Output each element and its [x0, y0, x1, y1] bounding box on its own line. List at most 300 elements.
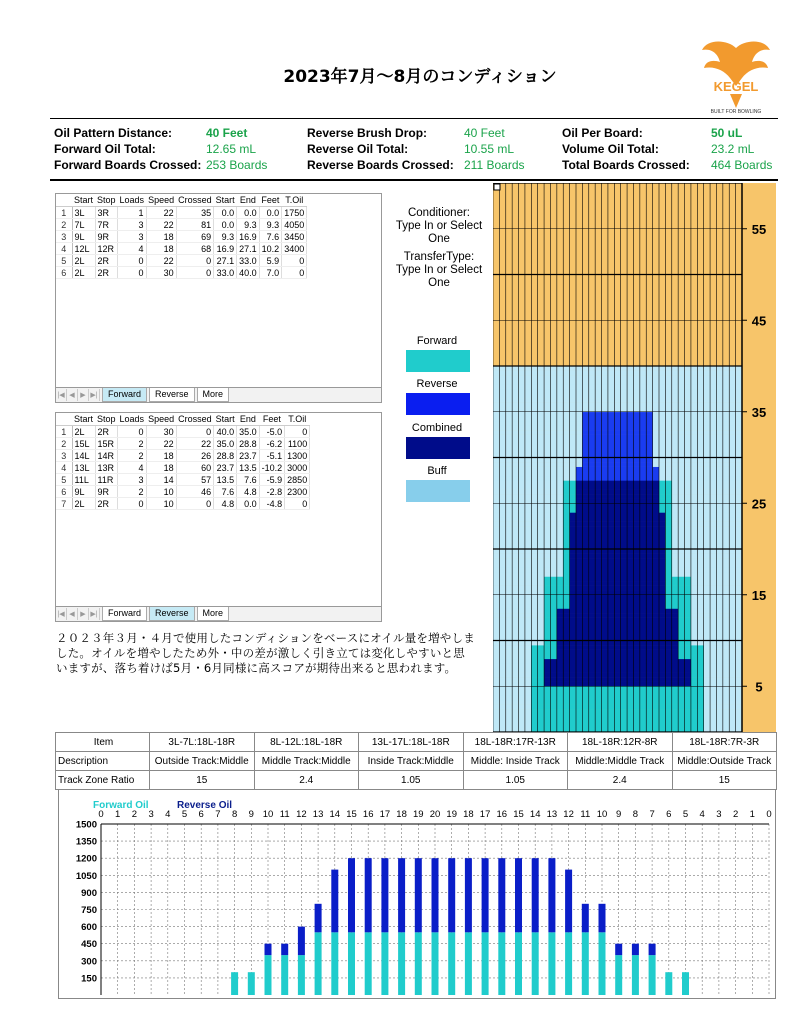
- heatmap-cell: [544, 499, 551, 504]
- heatmap-cell: [685, 499, 692, 504]
- table-cell[interactable]: 5: [56, 255, 72, 267]
- tab-more[interactable]: More: [197, 607, 230, 621]
- table-cell[interactable]: 0: [118, 426, 147, 438]
- heatmap-cell: [685, 695, 692, 700]
- heatmap-cell: [640, 723, 647, 728]
- heatmap-cell: [493, 531, 500, 536]
- table-cell[interactable]: 2L: [72, 255, 95, 267]
- next-sheet-icon[interactable]: ▶: [78, 608, 89, 620]
- table-cell[interactable]: 1: [56, 207, 72, 219]
- heatmap-cell: [563, 714, 570, 719]
- table-cell[interactable]: 35: [176, 207, 214, 219]
- table-cell[interactable]: 30: [146, 426, 176, 438]
- table-cell[interactable]: 2R: [95, 255, 118, 267]
- heatmap-cell: [685, 412, 692, 417]
- heatmap-cell: [710, 595, 717, 600]
- heatmap-cell: [550, 439, 557, 444]
- heatmap-cell: [723, 375, 730, 380]
- table-cell[interactable]: 14R: [95, 450, 118, 462]
- heatmap-cell: [550, 398, 557, 403]
- last-sheet-icon[interactable]: ▶|: [89, 389, 100, 401]
- heatmap-cell: [538, 677, 545, 682]
- heatmap-cell: [589, 705, 596, 710]
- conditioner-label: Conditioner:: [407, 207, 470, 219]
- tab-reverse[interactable]: Reverse: [149, 388, 195, 402]
- table-cell[interactable]: 23.7: [214, 462, 237, 474]
- table-cell[interactable]: 0.0: [237, 207, 260, 219]
- heatmap-cell: [589, 627, 596, 632]
- table-cell[interactable]: 26: [176, 450, 214, 462]
- heatmap-cell: [723, 668, 730, 673]
- table-cell[interactable]: 13.5: [237, 462, 260, 474]
- table-cell[interactable]: 6: [56, 486, 72, 498]
- table-cell[interactable]: 9.3: [237, 219, 260, 231]
- bar-reverse: [298, 927, 305, 956]
- tab-reverse[interactable]: Reverse: [149, 607, 195, 621]
- table-cell[interactable]: 4.8: [214, 498, 237, 510]
- table-cell[interactable]: 0: [176, 426, 214, 438]
- heatmap-cell: [710, 586, 717, 591]
- heatmap-cell: [570, 448, 577, 453]
- prev-sheet-icon[interactable]: ◀: [67, 389, 78, 401]
- table-cell[interactable]: 16.9: [214, 243, 237, 255]
- heatmap-cell: [512, 572, 519, 577]
- heatmap-cell: [659, 393, 666, 398]
- table-cell[interactable]: 69: [176, 231, 214, 243]
- table-cell[interactable]: 7.6: [259, 231, 282, 243]
- heatmap-cell: [627, 540, 634, 545]
- table-cell[interactable]: 5: [56, 474, 72, 486]
- first-sheet-icon[interactable]: |◀: [56, 608, 67, 620]
- heatmap-cell: [582, 467, 589, 472]
- heatmap-cell: [614, 631, 621, 636]
- table-cell[interactable]: 81: [176, 219, 214, 231]
- heatmap-cell: [519, 535, 526, 540]
- heatmap-cell: [633, 576, 640, 581]
- heatmap-cell: [525, 576, 532, 581]
- table-cell[interactable]: 18: [146, 450, 176, 462]
- table-cell[interactable]: -10.2: [259, 462, 285, 474]
- heatmap-cell: [614, 389, 621, 394]
- heatmap-cell: [525, 421, 532, 426]
- table-cell[interactable]: 18: [146, 243, 176, 255]
- heatmap-cell: [685, 531, 692, 536]
- column-header: End: [237, 413, 260, 426]
- table-cell[interactable]: 11R: [95, 474, 118, 486]
- table-cell[interactable]: 3L: [72, 207, 95, 219]
- heatmap-cell: [589, 709, 596, 714]
- table-cell[interactable]: 0.0: [214, 219, 237, 231]
- table-cell[interactable]: 14L: [72, 450, 95, 462]
- table-cell[interactable]: 7: [56, 498, 72, 510]
- heatmap-cell: [493, 554, 500, 559]
- bar-x-tick-label: 6: [666, 809, 672, 820]
- heatmap-cell: [563, 549, 570, 554]
- table-cell[interactable]: 9R: [95, 486, 118, 498]
- table-cell[interactable]: 0.0: [237, 498, 260, 510]
- heatmap-cell: [589, 398, 596, 403]
- heatmap-cell: [570, 508, 577, 513]
- table-cell[interactable]: 7.6: [214, 486, 237, 498]
- heatmap-cell: [729, 531, 736, 536]
- heatmap-cell: [659, 398, 666, 403]
- heatmap-cell: [570, 668, 577, 673]
- table-cell[interactable]: 2: [118, 486, 147, 498]
- heatmap-corner-handle[interactable]: [494, 184, 500, 190]
- table-cell[interactable]: 68: [176, 243, 214, 255]
- table-cell[interactable]: 3450: [282, 231, 307, 243]
- heatmap-cell: [614, 608, 621, 613]
- table-cell[interactable]: 7L: [72, 219, 95, 231]
- table-cell[interactable]: -6.2: [259, 438, 285, 450]
- heatmap-cell: [544, 366, 551, 371]
- table-cell[interactable]: 40.0: [237, 267, 260, 279]
- heatmap-cell: [621, 412, 628, 417]
- heatmap-cell: [691, 686, 698, 691]
- heatmap-cell: [665, 512, 672, 517]
- heatmap-cell: [512, 613, 519, 618]
- table-cell[interactable]: 2850: [285, 474, 310, 486]
- table-cell[interactable]: 2: [118, 438, 147, 450]
- heatmap-cell: [627, 535, 634, 540]
- bar-forward: [265, 955, 272, 995]
- heatmap-cell: [640, 563, 647, 568]
- table-cell[interactable]: 33.0: [214, 267, 237, 279]
- table-cell[interactable]: 3: [118, 474, 147, 486]
- heatmap-cell: [627, 581, 634, 586]
- heatmap-cell: [525, 526, 532, 531]
- heatmap-cell: [640, 631, 647, 636]
- table-cell[interactable]: 28.8: [214, 450, 237, 462]
- table-cell[interactable]: 2: [56, 219, 72, 231]
- heatmap-cell: [729, 384, 736, 389]
- heatmap-cell: [621, 659, 628, 664]
- table-cell[interactable]: 9.3: [214, 231, 237, 243]
- table-cell[interactable]: 4: [56, 462, 72, 474]
- heatmap-cell: [633, 668, 640, 673]
- heatmap-cell: [582, 421, 589, 426]
- table-cell[interactable]: 6: [56, 267, 72, 279]
- table-cell[interactable]: -2.8: [259, 486, 285, 498]
- heatmap-cell: [716, 407, 723, 412]
- heatmap-cell: [614, 618, 621, 623]
- heatmap-cell: [627, 654, 634, 659]
- heatmap-cell: [691, 700, 698, 705]
- heatmap-cell: [595, 448, 602, 453]
- heatmap-cell: [519, 393, 526, 398]
- table-cell[interactable]: 16.9: [237, 231, 260, 243]
- heatmap-cell: [602, 526, 609, 531]
- zone-cell-item: 18L-18R:7R-3R: [672, 733, 777, 752]
- heatmap-cell: [659, 485, 666, 490]
- table-cell[interactable]: -5.9: [259, 474, 285, 486]
- table-cell[interactable]: 46: [176, 486, 214, 498]
- heatmap-cell: [704, 425, 711, 430]
- heatmap-cell: [550, 581, 557, 586]
- heatmap-cell: [506, 627, 513, 632]
- table-cell[interactable]: 0: [118, 267, 147, 279]
- table-cell[interactable]: 10: [146, 498, 176, 510]
- table-cell[interactable]: 3: [118, 231, 147, 243]
- heatmap-cell: [659, 567, 666, 572]
- table-cell[interactable]: 14: [146, 474, 176, 486]
- heatmap-cell: [646, 558, 653, 563]
- heatmap-cell: [633, 714, 640, 719]
- heatmap-cell: [602, 682, 609, 687]
- tab-forward[interactable]: Forward: [102, 388, 147, 402]
- table-cell[interactable]: 60: [176, 462, 214, 474]
- table-cell[interactable]: 2L: [72, 498, 95, 510]
- heatmap-cell: [544, 645, 551, 650]
- last-sheet-icon[interactable]: ▶|: [89, 608, 100, 620]
- heatmap-cell: [576, 673, 583, 678]
- heatmap-cell: [672, 682, 679, 687]
- table-cell[interactable]: 9L: [72, 486, 95, 498]
- heatmap-cell: [723, 430, 730, 435]
- heatmap-cell: [691, 650, 698, 655]
- heatmap-cell: [519, 467, 526, 472]
- table-cell[interactable]: 0: [176, 255, 214, 267]
- heatmap-cell: [672, 604, 679, 609]
- heatmap-cell: [576, 659, 583, 664]
- table-cell[interactable]: -4.8: [259, 498, 285, 510]
- heatmap-cell: [525, 622, 532, 627]
- heatmap-cell: [531, 540, 538, 545]
- heatmap-cell: [665, 599, 672, 604]
- heatmap-cell: [665, 705, 672, 710]
- table-cell[interactable]: 1: [118, 207, 147, 219]
- heatmap-cell: [633, 618, 640, 623]
- heatmap-cell: [602, 700, 609, 705]
- table-cell[interactable]: 1300: [285, 450, 310, 462]
- table-cell[interactable]: 7.6: [237, 474, 260, 486]
- table-cell[interactable]: 35.0: [237, 426, 260, 438]
- heatmap-cell: [710, 494, 717, 499]
- table-cell[interactable]: 4.8: [237, 486, 260, 498]
- table-cell[interactable]: 13R: [95, 462, 118, 474]
- heatmap-cell: [710, 490, 717, 495]
- conditioner-value[interactable]: Type In or Select One: [395, 220, 483, 245]
- heatmap-cell: [697, 682, 704, 687]
- heatmap-cell: [716, 686, 723, 691]
- table-cell[interactable]: 3: [118, 219, 147, 231]
- heatmap-cell: [672, 522, 679, 527]
- table-cell[interactable]: 3400: [282, 243, 307, 255]
- table-cell[interactable]: 18: [146, 231, 176, 243]
- heatmap-cell: [710, 462, 717, 467]
- table-cell[interactable]: 0.0: [214, 207, 237, 219]
- heatmap-cell: [640, 467, 647, 472]
- table-cell[interactable]: 1: [56, 426, 72, 438]
- heatmap-cell: [653, 618, 660, 623]
- tab-more[interactable]: More: [197, 388, 230, 402]
- heatmap-cell: [627, 490, 634, 495]
- table-cell[interactable]: 9L: [72, 231, 95, 243]
- heatmap-cell: [640, 572, 647, 577]
- heatmap-cell: [653, 677, 660, 682]
- tab-forward[interactable]: Forward: [102, 607, 147, 621]
- heatmap-cell: [595, 458, 602, 463]
- table-cell[interactable]: 15R: [95, 438, 118, 450]
- table-cell[interactable]: 0.0: [259, 207, 282, 219]
- heatmap-cell: [544, 554, 551, 559]
- heatmap-cell: [646, 531, 653, 536]
- heatmap-cell: [595, 476, 602, 481]
- table-cell[interactable]: 4: [118, 243, 147, 255]
- heatmap-cell: [576, 439, 583, 444]
- heatmap-cell: [640, 540, 647, 545]
- bar-x-tick-label: 9: [248, 809, 254, 820]
- table-cell[interactable]: 22: [146, 219, 176, 231]
- table-cell[interactable]: 2L: [72, 267, 95, 279]
- heatmap-cell: [710, 709, 717, 714]
- heatmap-cell: [544, 476, 551, 481]
- table-cell[interactable]: 18: [146, 462, 176, 474]
- table-cell[interactable]: 0: [176, 267, 214, 279]
- heatmap-cell: [672, 439, 679, 444]
- table-cell[interactable]: 9.3: [259, 219, 282, 231]
- heatmap-cell: [525, 485, 532, 490]
- table-cell[interactable]: 7.0: [259, 267, 282, 279]
- transfer-value[interactable]: Type In or Select One: [395, 264, 483, 289]
- heatmap-cell: [557, 380, 564, 385]
- heatmap-cell: [678, 631, 685, 636]
- table-cell[interactable]: 0: [118, 255, 147, 267]
- heatmap-cell: [678, 403, 685, 408]
- heatmap-cell: [614, 512, 621, 517]
- table-cell[interactable]: 1100: [285, 438, 310, 450]
- table-cell[interactable]: 10: [146, 486, 176, 498]
- table-cell[interactable]: 13L: [72, 462, 95, 474]
- table-cell[interactable]: 28.8: [237, 438, 260, 450]
- heatmap-cell: [665, 384, 672, 389]
- table-cell[interactable]: 11L: [72, 474, 95, 486]
- heatmap-cell: [595, 709, 602, 714]
- table-cell[interactable]: 0: [285, 498, 310, 510]
- table-cell[interactable]: 1750: [282, 207, 307, 219]
- table-cell[interactable]: 23.7: [237, 450, 260, 462]
- heatmap-cell: [621, 663, 628, 668]
- heatmap-cell: [659, 439, 666, 444]
- heatmap-cell: [633, 627, 640, 632]
- heatmap-cell: [525, 467, 532, 472]
- table-cell[interactable]: 3: [56, 231, 72, 243]
- table-cell[interactable]: 13.5: [214, 474, 237, 486]
- table-cell[interactable]: 5.9: [259, 255, 282, 267]
- heatmap-cell: [525, 535, 532, 540]
- table-cell[interactable]: 27.1: [214, 255, 237, 267]
- table-cell[interactable]: 10.2: [259, 243, 282, 255]
- heatmap-cell: [716, 563, 723, 568]
- table-cell[interactable]: 40.0: [214, 426, 237, 438]
- table-cell[interactable]: 12L: [72, 243, 95, 255]
- table-cell[interactable]: 12R: [95, 243, 118, 255]
- table-cell[interactable]: -5.1: [259, 450, 285, 462]
- table-cell[interactable]: 22: [146, 438, 176, 450]
- table-cell[interactable]: 0: [118, 498, 147, 510]
- table-cell[interactable]: 0: [282, 255, 307, 267]
- table-cell[interactable]: 15L: [72, 438, 95, 450]
- table-cell[interactable]: 4: [56, 243, 72, 255]
- heatmap-cell: [672, 691, 679, 696]
- reverse-table: [56, 413, 310, 510]
- table-cell[interactable]: 22: [146, 255, 176, 267]
- table-cell[interactable]: 7R: [95, 219, 118, 231]
- heatmap-cell: [621, 535, 628, 540]
- table-cell[interactable]: 2R: [95, 426, 118, 438]
- heatmap-cell: [678, 462, 685, 467]
- table-cell[interactable]: 27.1: [237, 243, 260, 255]
- heatmap-cell: [608, 558, 615, 563]
- table-cell[interactable]: 0: [176, 498, 214, 510]
- table-cell[interactable]: 22: [146, 207, 176, 219]
- table-cell[interactable]: 3R: [95, 207, 118, 219]
- table-cell[interactable]: 22: [176, 438, 214, 450]
- heatmap-cell: [557, 599, 564, 604]
- heatmap-cell: [544, 458, 551, 463]
- heatmap-cell: [493, 517, 500, 522]
- prev-sheet-icon[interactable]: ◀: [67, 608, 78, 620]
- heatmap-cell: [614, 439, 621, 444]
- table-cell[interactable]: 4: [118, 462, 147, 474]
- column-header: Crossed: [178, 414, 212, 424]
- heatmap-cell: [729, 398, 736, 403]
- table-cell[interactable]: 2300: [285, 486, 310, 498]
- table-cell[interactable]: 2R: [95, 267, 118, 279]
- heatmap-cell: [493, 622, 500, 627]
- heatmap-cell: [602, 517, 609, 522]
- heatmap-cell: [691, 586, 698, 591]
- heatmap-cell: [570, 663, 577, 668]
- heatmap-tick-label: 55: [751, 221, 767, 237]
- heatmap-cell: [589, 403, 596, 408]
- table-cell[interactable]: 3000: [285, 462, 310, 474]
- table-cell[interactable]: 2: [118, 450, 147, 462]
- heatmap-cell: [646, 673, 653, 678]
- heatmap-cell: [633, 403, 640, 408]
- bar-x-tick-label: 4: [699, 809, 705, 820]
- heatmap-cell: [493, 558, 500, 563]
- heatmap-cell: [704, 398, 711, 403]
- heatmap-cell: [557, 430, 564, 435]
- table-cell[interactable]: 57: [176, 474, 214, 486]
- table-cell[interactable]: 33.0: [237, 255, 260, 267]
- table-cell[interactable]: 30: [146, 267, 176, 279]
- heatmap-cell: [570, 380, 577, 385]
- heatmap-cell: [506, 613, 513, 618]
- bar-forward: [548, 932, 555, 995]
- heatmap-cell: [633, 590, 640, 595]
- heatmap-cell: [659, 471, 666, 476]
- heatmap-cell: [710, 581, 717, 586]
- heatmap-cell: [557, 618, 564, 623]
- table-cell[interactable]: 0: [282, 267, 307, 279]
- heatmap-cell: [563, 590, 570, 595]
- bar-x-tick-label: 15: [513, 809, 524, 820]
- table-cell[interactable]: 3: [56, 450, 72, 462]
- table-cell[interactable]: -5.0: [259, 426, 285, 438]
- heatmap-cell: [710, 549, 717, 554]
- table-cell[interactable]: 9R: [95, 231, 118, 243]
- table-cell[interactable]: 4050: [282, 219, 307, 231]
- table-cell[interactable]: 2L: [72, 426, 95, 438]
- table-cell[interactable]: 2: [56, 438, 72, 450]
- next-sheet-icon[interactable]: ▶: [78, 389, 89, 401]
- table-cell[interactable]: 35.0: [214, 438, 237, 450]
- first-sheet-icon[interactable]: |◀: [56, 389, 67, 401]
- table-cell[interactable]: 2R: [95, 498, 118, 510]
- table-cell[interactable]: 0: [285, 426, 310, 438]
